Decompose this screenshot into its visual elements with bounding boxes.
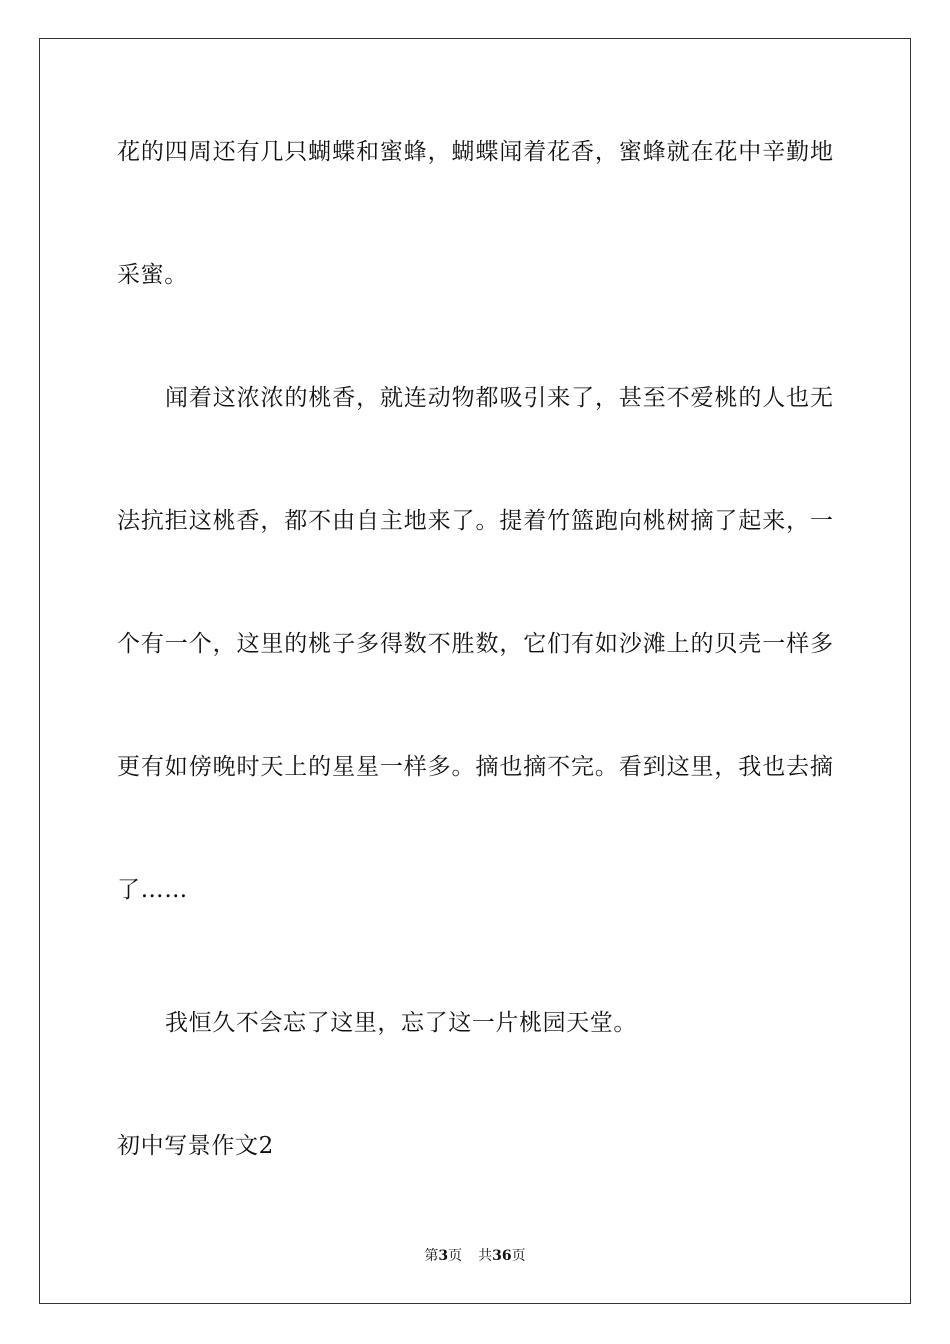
footer-page-prefix: 第 [424, 1248, 439, 1264]
body-line-3: 闻着这浓浓的桃香，就连动物都吸引来了，甚至不爱桃的人也无 [165, 385, 833, 411]
body-line-7: 了…… [117, 877, 188, 903]
footer-total-pages: 36 [492, 1248, 512, 1264]
body-line-1: 花的四周还有几只蝴蝶和蜜蜂，蝴蝶闻着花香，蜜蜂就在花中辛勤地 [117, 139, 833, 165]
footer-page-suffix: 页 [448, 1248, 463, 1264]
footer-total-prefix: 共 [478, 1248, 493, 1264]
footer-total-suffix: 页 [511, 1248, 526, 1264]
body-line-6: 更有如傍晚时天上的星星一样多。摘也摘不完。看到这里，我也去摘 [117, 754, 833, 780]
page-footer [0, 1247, 950, 1265]
page-border [39, 38, 911, 1304]
body-line-4: 法抗拒这桃香，都不由自主地来了。提着竹篮跑向桃树摘了起来，一 [117, 508, 833, 534]
body-line-2: 采蜜。 [117, 262, 188, 288]
section-heading: 初中写景作文2 [117, 1133, 274, 1159]
body-line-8: 我恒久不会忘了这里，忘了这一片桃园天堂。 [165, 1010, 637, 1036]
body-line-5: 个有一个，这里的桃子多得数不胜数，它们有如沙滩上的贝壳一样多 [117, 631, 833, 657]
footer-page-number: 3 [438, 1248, 449, 1264]
